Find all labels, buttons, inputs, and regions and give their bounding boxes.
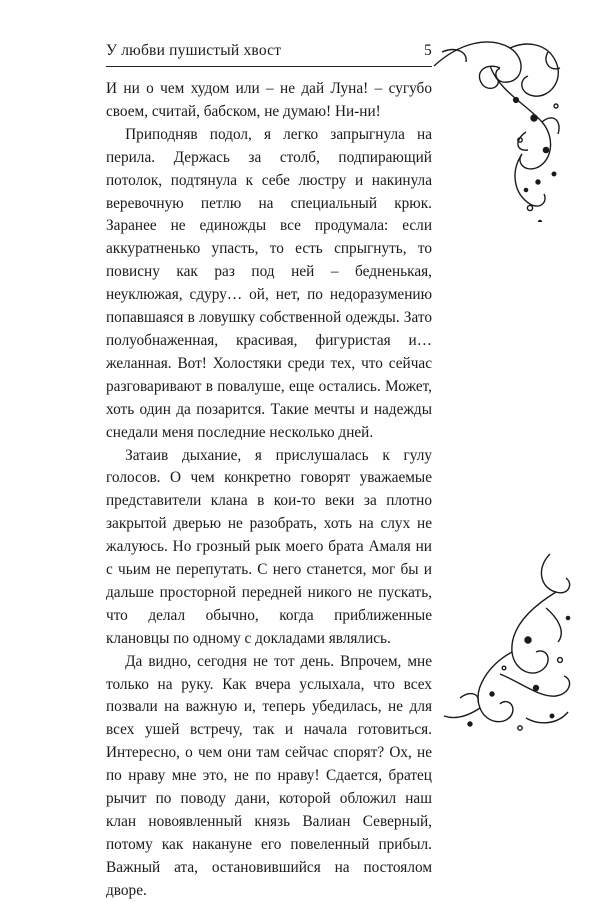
paragraph: И ни о чем худом или – не дай Луна! – сугубо своем, считай, бабском, не думаю! Ни-ни! xyxy=(106,80,432,120)
book-title: У любви пушистый хвост xyxy=(106,42,282,59)
header-divider xyxy=(106,66,432,67)
top-corner-ornament xyxy=(430,22,570,222)
page-number: 5 xyxy=(424,42,432,59)
paragraph: Да видно, сегодня не тот день. Впрочем, мне только на руку. Как вчера услыхала, что всех позвали на важную и, теперь убедилась, не для всех ушей встречу, так и начала готовиться. Интересно, о чем они там сейчас спорят? Ох, не по нраву мне это, не по нраву! Сдается, братец рычит по поводу дани, которой обложил наш клан новоявленный князь Валиан Северный, потому как накануне его повеленный прибыл. Важный ата, остановившийся на постоялом дворе. xyxy=(106,652,432,899)
body-text xyxy=(106,78,432,903)
paragraph: Приподняв подол, я легко запрыгнула на перила. Держась за столб, подпирающий потолок, подтянула к себе люстру и накинула веревочную петлю на специальный крюк. Заранее не единожды все продумала: если аккуратненько упасть, то есть спрыгнуть, то повисну как раз под ней – бедненькая, неуклюжая, сдуру… ой, нет, по недоразумению попавшаяся в ловушку собственной одежды. Зато полуобнаженная, красивая, фигуристая и… желанная. Вот! Холостяки среди тех, что сейчас разговаривают в повалуше, еще остались. Может, хоть один да позарится. Такие мечты и надежды снедали меня последние несколько дней. xyxy=(106,125,432,441)
paragraph: Затаив дыхание, я прислушалась к гулу голосов. О чем конкретно говорят уважаемые представители клана в кои-то веки за плотно закрытой дверью не разобрать, хоть на слух не жалуюсь. Но грозный рык моего брата Амаля ни с чьим не перепутать. С него станется, мог бы и дальше просторной передней никого не пускать, что делал обычно, когда приближенные клановцы по одному с докладами являлись. xyxy=(106,446,432,647)
bottom-corner-ornament xyxy=(440,548,580,738)
